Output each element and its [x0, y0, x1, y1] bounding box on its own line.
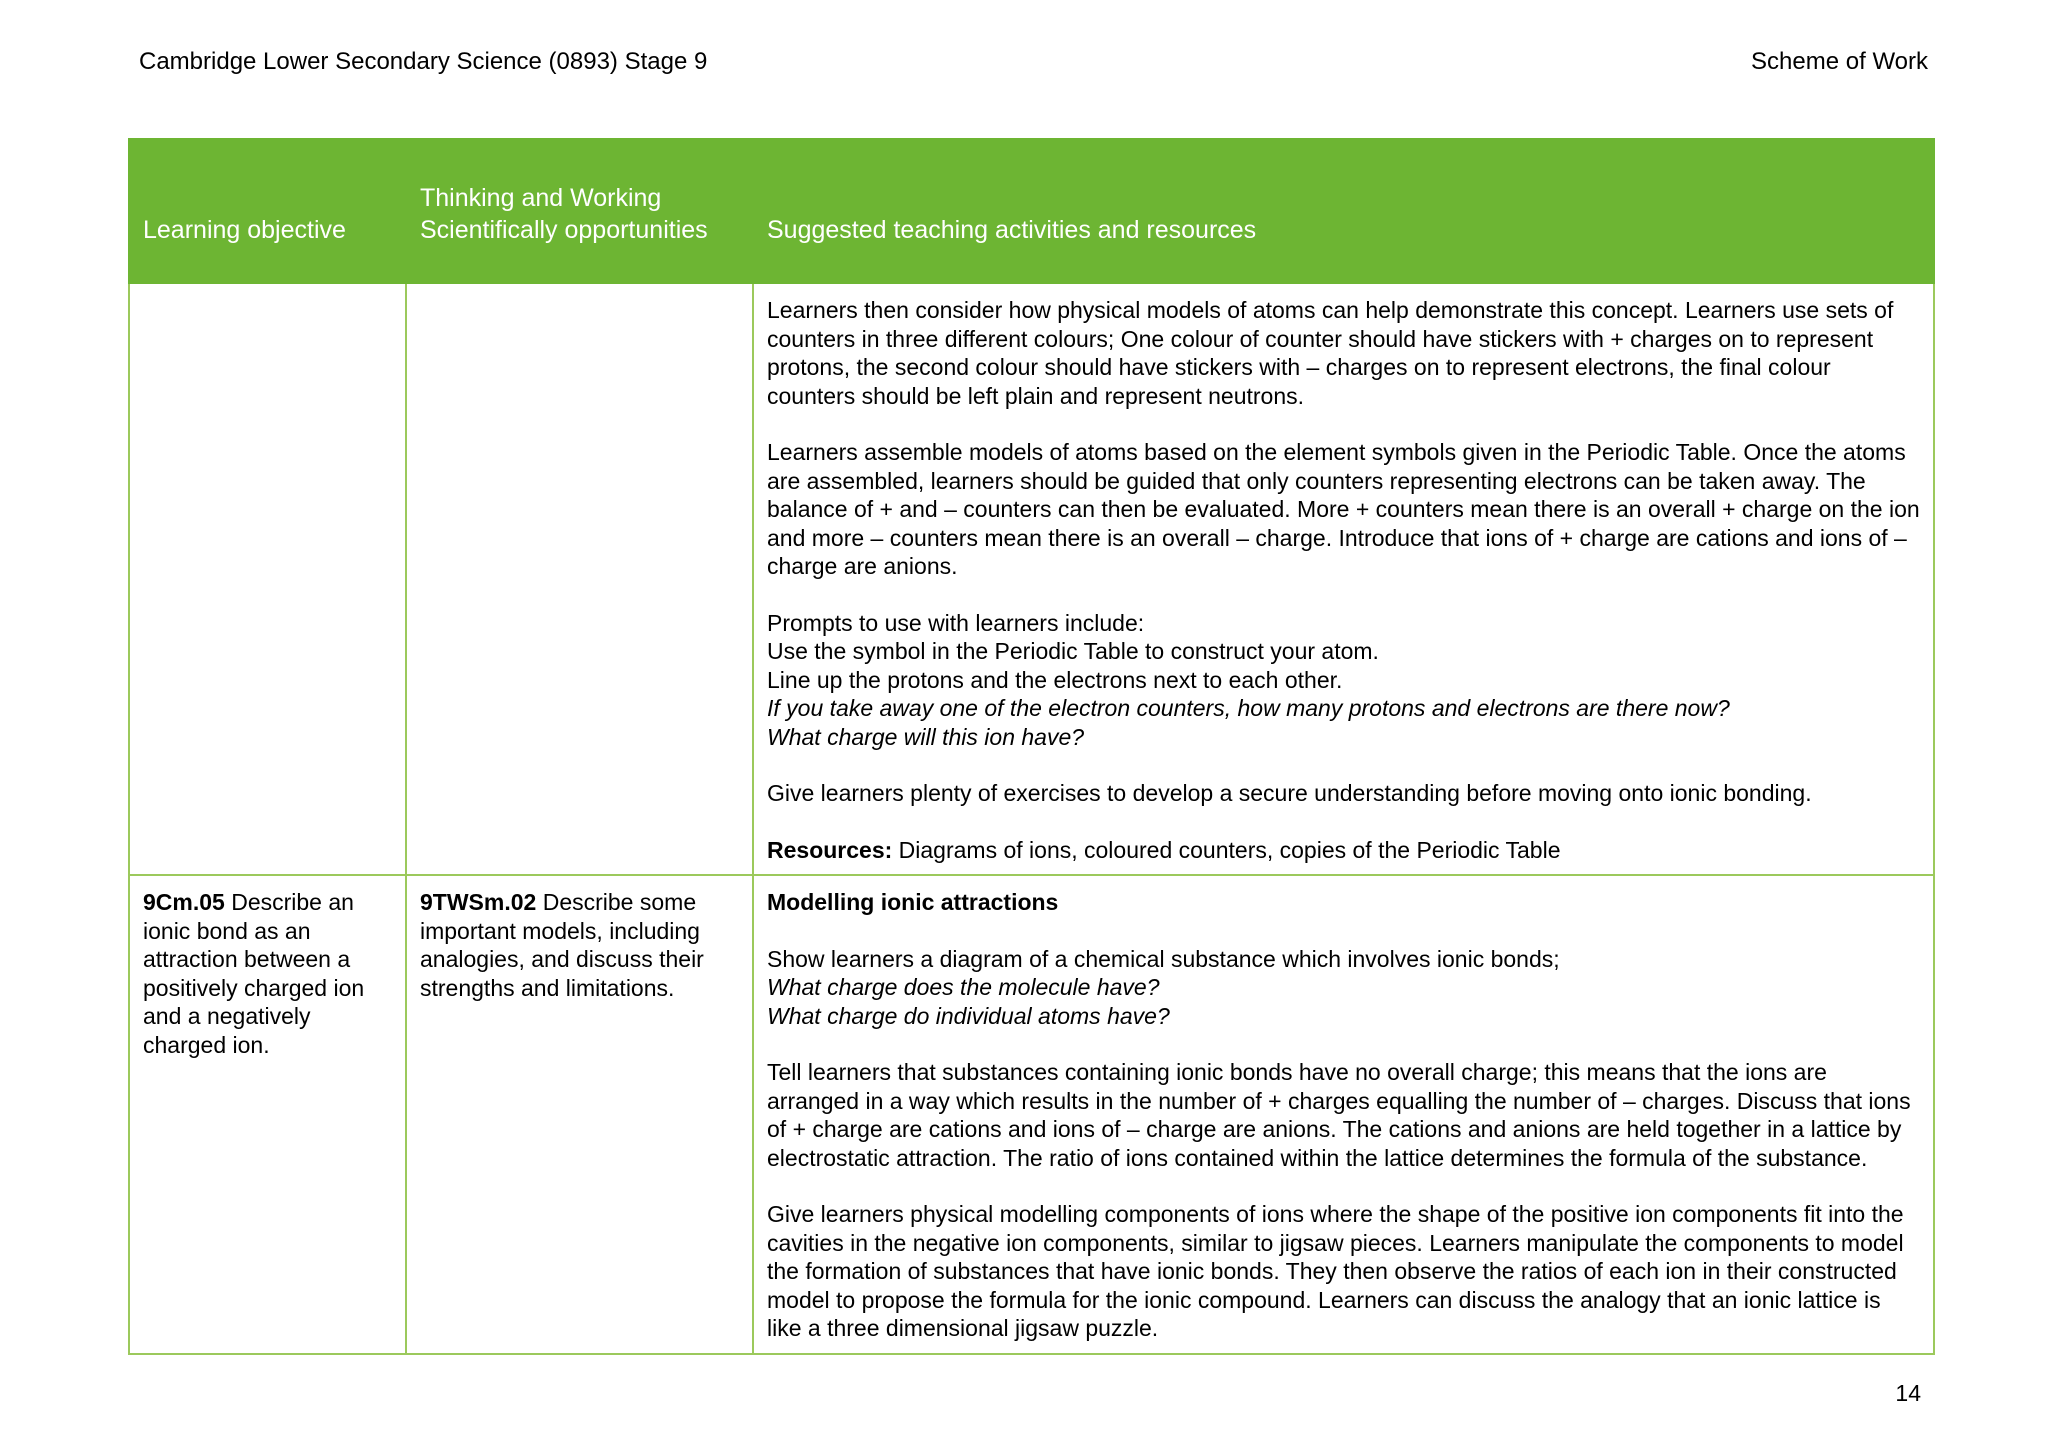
page-number: 14: [1895, 1380, 1921, 1406]
document-title: Cambridge Lower Secondary Science (0893) Stage 9: [139, 48, 708, 75]
prompt-question: What charge does the molecule have?: [767, 974, 1160, 1000]
paragraph: Show learners a diagram of a chemical substance which involves ionic bonds;: [767, 945, 1560, 972]
prompts-intro: Prompts to use with learners include:: [767, 609, 1145, 636]
document-type: Scheme of Work: [1751, 48, 1928, 75]
paragraph: Give learners plenty of exercises to develop a secure understanding before moving onto ionic bonding.: [767, 780, 1812, 806]
resources-text: Diagrams of ions, coloured counters, copies of the Periodic Table: [892, 836, 1561, 863]
activity-heading: Modelling ionic attractions: [767, 889, 1059, 915]
prompt-question: What charge do individual atoms have?: [767, 1002, 1170, 1029]
objective-text: Describe an ionic bond as an attraction between a positively charged ion and a negatively charged ion.: [143, 889, 365, 1058]
paragraph: Learners assemble models of atoms based on the element symbols given in the Periodic Table. Once the atoms are assembled, learners should be guided that only counters representing electrons can be taken away. The balance of + and – counters can then be evaluated. More + counters mean there is an overall + charge on the ion and more – counters mean there is an overall – charge. Introduce that ions of + charge are cations and ions of – charge are anions.: [767, 439, 1920, 579]
teaching-activities-cell: [753, 283, 1934, 875]
tws-text: Describe some important models, including analogies, and discuss their strengths and limitations.: [420, 889, 704, 1001]
prompt: Use the symbol in the Periodic Table to construct your atom.: [767, 638, 1379, 664]
tws-cell: [406, 283, 753, 875]
paragraph: Give learners physical modelling components of ions where the shape of the positive ion components fit into the cavities in the negative ion components, similar to jigsaw pieces. Learners manipulate the components to model the formation of substances that have ionic bonds. They then observe the ratios of each ion in their constructed model to propose the formula for the ionic compound. Learners can discuss the analogy that an ionic lattice is like a three dimensional jigsaw puzzle.: [767, 1201, 1904, 1341]
objective-code: 9Cm.05: [143, 889, 225, 915]
table-row: [129, 875, 1934, 1354]
page-header: [139, 48, 1928, 82]
column-header-learning-objective: Learning objective: [129, 139, 406, 283]
paragraph: Learners then consider how physical models of atoms can help demonstrate this concept. Learners use sets of counters in three different colours; One colour of counter should have stickers with + charges on to represent protons, the second colour should have stickers with – charges on to represent electrons, the final colour counters should be left plain and represent neutrons.: [767, 297, 1894, 409]
learning-objective-cell: [129, 283, 406, 875]
tws-cell: [406, 875, 753, 1354]
resources-line: [767, 836, 1921, 865]
prompt-question: If you take away one of the electron counters, how many protons and electrons are there now?: [767, 695, 1730, 721]
column-header-teaching-activities: Suggested teaching activities and resources: [753, 139, 1934, 283]
scheme-of-work-table: [128, 138, 1935, 1355]
paragraph: Tell learners that substances containing ionic bonds have no overall charge; this means that the ions are arranged in a way which results in the number of + charges equalling the number of – charges. Discuss that ions of + charge are cations and ions of – charge are anions. The cations and anions are held together in a lattice by electrostatic attraction. The ratio of ions contained within the lattice determines the formula of the substance.: [767, 1059, 1911, 1171]
prompt: Line up the protons and the electrons next to each other.: [767, 666, 1343, 693]
teaching-activities-cell: [753, 875, 1934, 1354]
column-header-tws-opportunities: Thinking and Working Scientifically opportunities: [406, 139, 753, 283]
prompt-question: What charge will this ion have?: [767, 723, 1085, 750]
tws-code: 9TWSm.02: [420, 889, 537, 915]
table-row: [129, 283, 1934, 875]
resources-label: Resources:: [767, 836, 893, 863]
learning-objective-cell: [129, 875, 406, 1354]
table-header: [129, 139, 1934, 283]
